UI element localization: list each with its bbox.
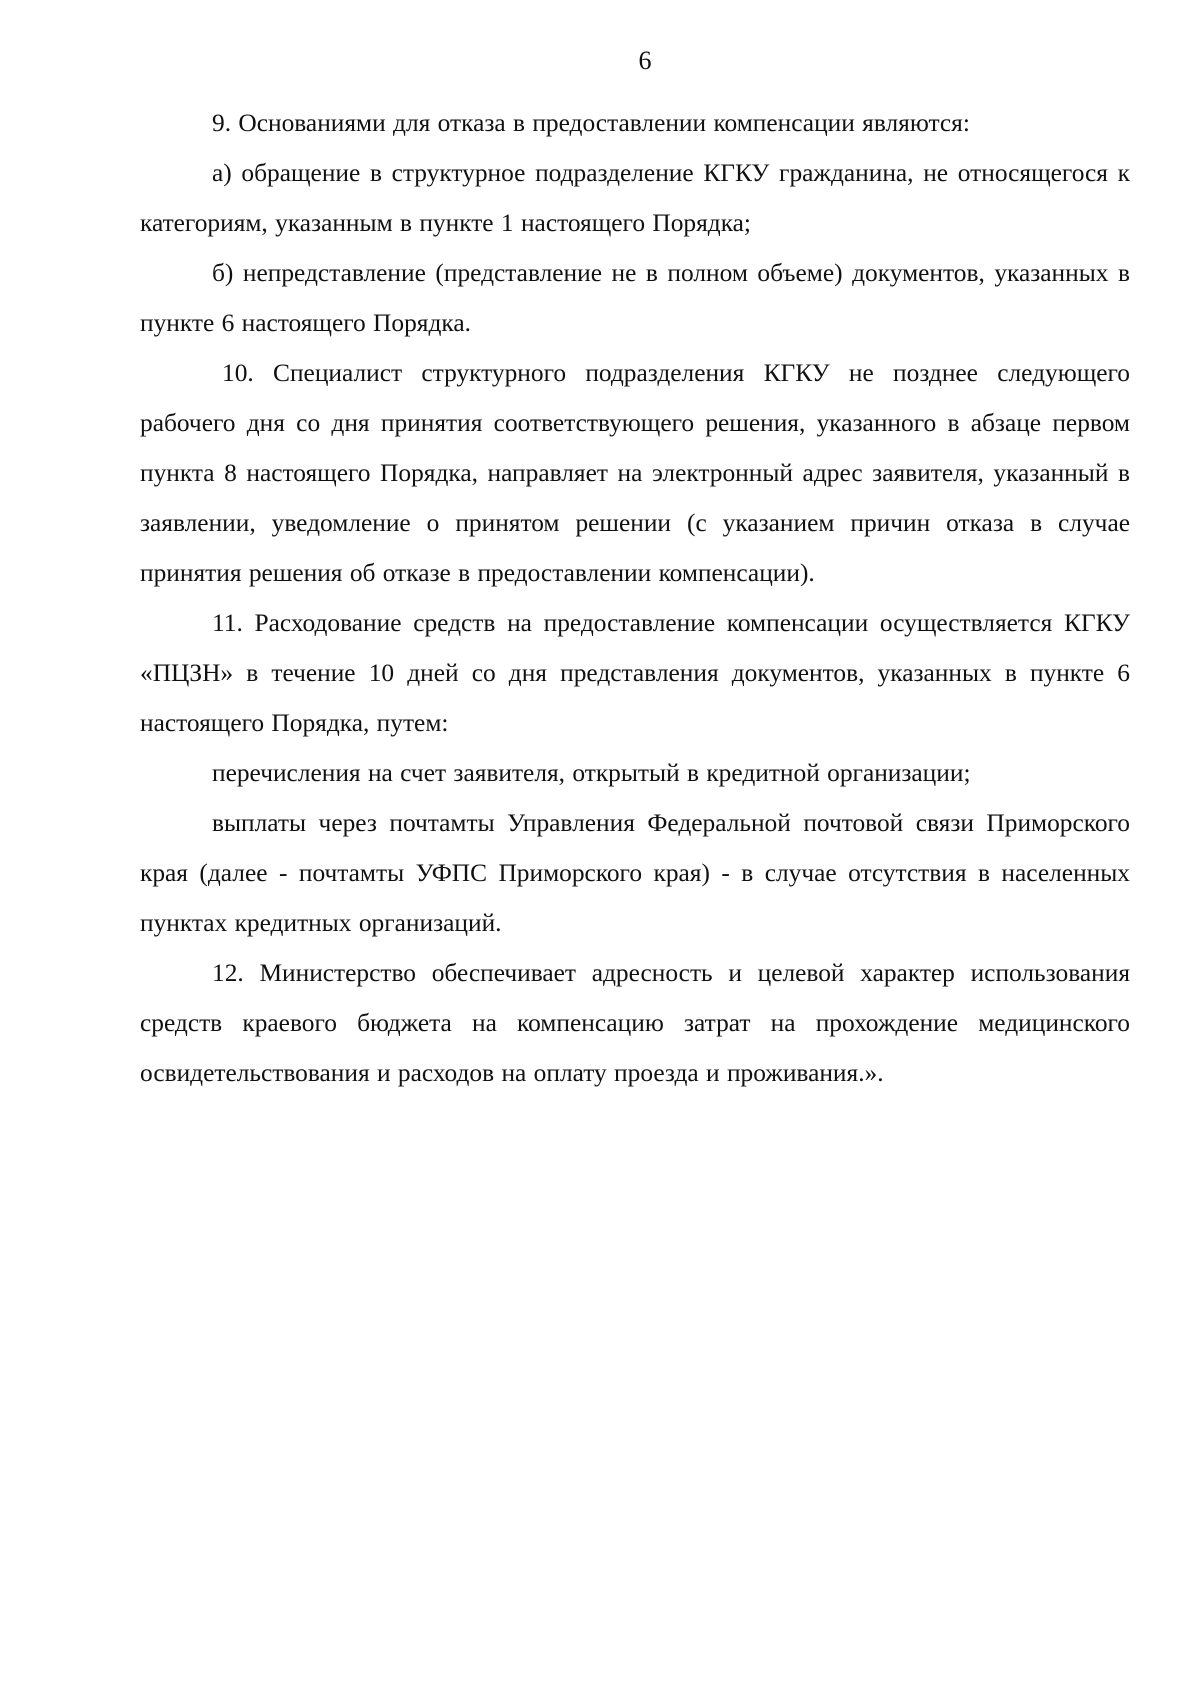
- paragraph-9-item-a: а) обращение в структурное подразделение КГКУ гражданина, не относящегося к категориям, указанным в пункте 1 настоящего Порядка;: [140, 159, 1130, 237]
- paragraph-11-option-transfer: перечисления на счет заявителя, открытый в кредитной организации;: [212, 759, 971, 787]
- paragraph-9-item-b: б) непредставление (представление не в полном объеме) документов, указанных в пункте 6 настоящего Порядка.: [140, 259, 1130, 337]
- paragraph-12: 12. Министерство обеспечивает адресность и целевой характер использования средств краевого бюджета на компенсацию затрат на прохождение медицинского освидетельствования и расходов на оплату проезда и проживания.».: [140, 959, 1130, 1087]
- paragraph-11: 11. Расходование средств на предоставление компенсации осуществляется КГКУ «ПЦЗН» в течение 10 дней со дня представления документов, указанных в пункте 6 настоящего Порядка, путем:: [140, 609, 1130, 737]
- page-number: 6: [638, 46, 652, 75]
- paragraph-10: 10. Специалист структурного подразделения КГКУ не позднее следующего рабочего дня со дня принятия соответствующего решения, указанного в абзаце первом пункта 8 настоящего Порядка, направляет на электронный адрес заявителя, указанный в заявлении, уведомление о принятом решении (с указанием причин отказа в случае принятия решения об отказе в предоставлении компенсации).: [140, 359, 1130, 587]
- paragraph-11-option-post: выплаты через почтамты Управления Федеральной почтовой связи Приморского края (далее - почтамты УФПС Приморского края) - в случае отсутствия в населенных пунктах кредитных организаций.: [140, 809, 1130, 937]
- paragraph-9-heading: 9. Основаниями для отказа в предоставлении компенсации являются:: [212, 109, 970, 137]
